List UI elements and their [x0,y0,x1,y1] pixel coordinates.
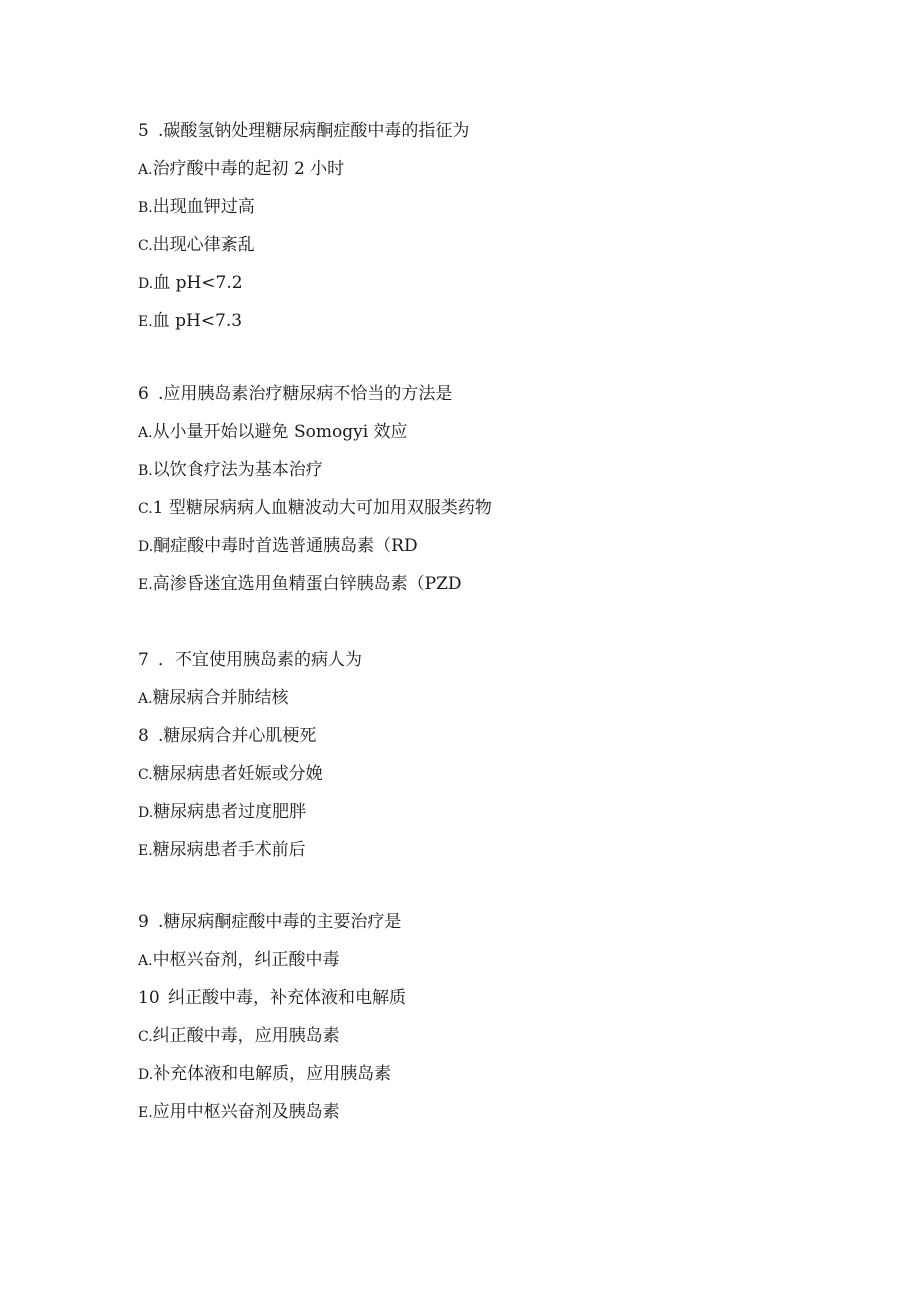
option-d [138,793,838,831]
option-letter: D. [138,539,154,555]
option-e [138,302,838,340]
option-e [138,565,838,603]
question-5 [138,112,838,340]
option-letter: A. [138,162,153,178]
option-text: 糖尿病患者过度肥胖 [153,802,307,822]
option-a [138,941,838,979]
option-b [138,717,838,755]
option-text: 应用中枢兴奋剂及胰岛素 [152,1102,340,1122]
option-letter: E. [138,577,153,593]
option-letter: C. [138,501,153,517]
option-c [138,1017,838,1055]
option-d [138,1055,838,1093]
option-a [138,679,838,717]
option-letter: 8 [138,726,149,746]
option-b [138,451,838,489]
option-a [138,413,838,451]
option-text: 糖尿病患者妊娠或分娩 [152,764,323,784]
question-number: 5 [138,121,149,141]
question-stem [138,112,838,150]
option-text: 糖尿病合并肺结核 [152,688,289,708]
option-text: 血 pH<7.3 [152,311,243,331]
option-letter: 10 [138,988,160,1008]
option-c [138,489,838,527]
option-letter: C. [138,1029,153,1045]
question-stem [138,903,838,941]
option-c [138,226,838,264]
option-text: 中枢兴奋剂，纠正酸中毒 [152,950,340,970]
option-letter: E. [138,314,153,330]
question-6 [138,375,838,603]
question-stem [138,641,838,679]
question-text: ．不宜使用胰岛素的病人为 [158,650,362,670]
option-letter: A. [138,691,153,707]
option-text: 从小量开始以避免 Somogyi 效应 [152,422,408,442]
option-text: 治疗酸中毒的起初 2 小时 [152,159,345,179]
option-text: 血 pH<7.2 [153,273,243,293]
option-letter: C. [138,767,153,783]
option-text: 酮症酸中毒时首选普通胰岛素（RD [153,536,418,556]
question-text: .应用胰岛素治疗糖尿病不恰当的方法是 [158,384,453,404]
question-7 [138,641,838,869]
option-letter: C. [138,238,153,254]
option-letter: B. [138,463,153,479]
option-letter: E. [138,843,153,859]
option-text: 出现血钾过高 [152,197,255,217]
option-d [138,264,838,302]
option-text: 高渗昏迷宜选用鱼精蛋白锌胰岛素（PZD [152,574,462,594]
option-text: 纠正酸中毒，补充体液和电解质 [168,988,406,1008]
option-letter: D. [138,276,154,292]
option-a [138,150,838,188]
option-text: 出现心律紊乱 [152,235,255,255]
option-letter: D. [138,1067,154,1083]
option-text: 补充体液和电解质，应用胰岛素 [153,1064,392,1084]
question-number: 9 [138,912,149,932]
option-text: .糖尿病合并心肌梗死 [158,726,317,746]
option-e [138,831,838,869]
option-text: 糖尿病患者手术前后 [152,840,306,860]
option-text: 1 型糖尿病病人血糖波动大可加用双服类药物 [152,498,492,518]
option-c [138,755,838,793]
option-e [138,1093,838,1131]
option-letter: A. [138,425,153,441]
option-text: 纠正酸中毒，应用胰岛素 [152,1026,340,1046]
option-letter: A. [138,953,153,969]
question-text: .碳酸氢钠处理糖尿病酮症酸中毒的指征为 [158,121,470,141]
question-stem [138,375,838,413]
question-number: 6 [138,384,149,404]
option-letter: E. [138,1105,153,1121]
option-text: 以饮食疗法为基本治疗 [152,460,323,480]
option-b [138,188,838,226]
option-d [138,527,838,565]
option-letter: B. [138,200,153,216]
option-letter: D. [138,805,154,821]
question-number: 7 [138,650,149,670]
question-9 [138,903,838,1131]
question-text: .糖尿病酮症酸中毒的主要治疗是 [158,912,402,932]
option-b [138,979,838,1017]
